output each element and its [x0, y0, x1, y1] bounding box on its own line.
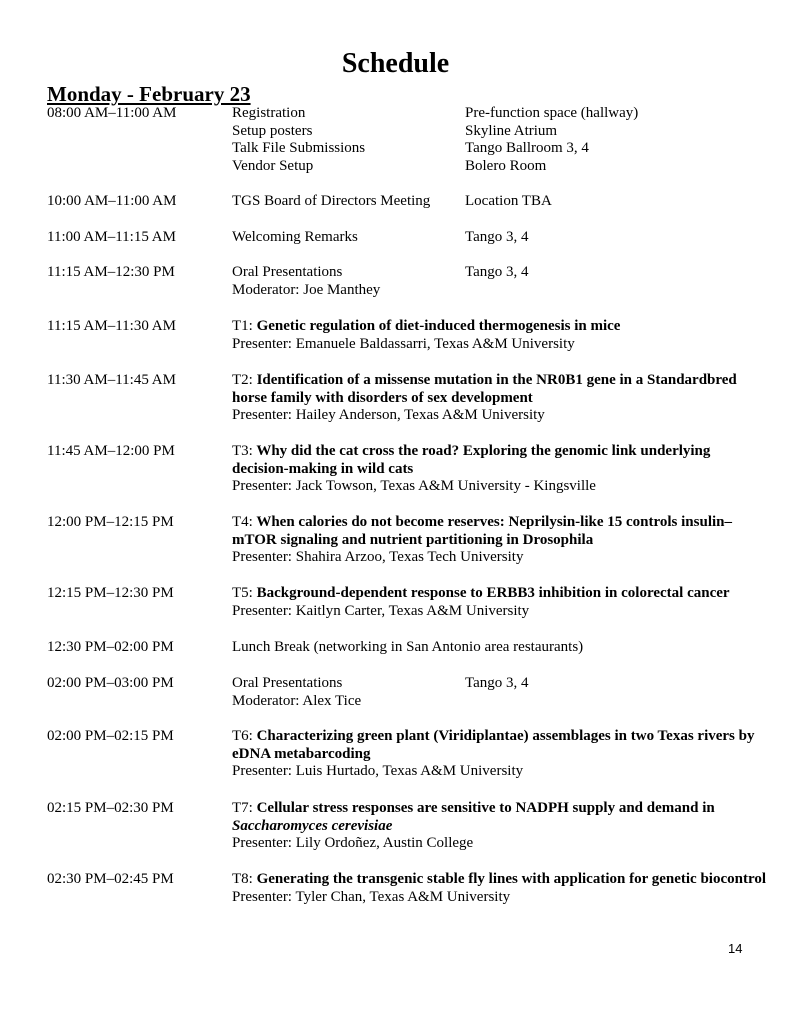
- talk-number: T7:: [232, 800, 253, 816]
- talk-title: T2: Identification of a missense mutation in the NR0B1 gene in a Standardbred horse family with disorders of sex development: [232, 372, 737, 406]
- talk-number: T2:: [232, 372, 253, 388]
- entry-time: 11:00 AM–11:15 AM: [47, 229, 176, 245]
- entry-time: 10:00 AM–11:00 AM: [47, 193, 177, 209]
- entry-time: 02:30 PM–02:45 PM: [47, 871, 174, 887]
- page-title: Schedule: [341, 48, 450, 79]
- talk-number: T3:: [232, 443, 253, 459]
- presenter: Presenter: Tyler Chan, Texas A&M University: [232, 888, 511, 905]
- entry-events: [232, 105, 464, 175]
- talk-title: T1: Genetic regulation of diet-induced thermogenesis in mice: [232, 318, 621, 334]
- presenter: Presenter: Hailey Anderson, Texas A&M University: [232, 407, 545, 423]
- presenter: Presenter: Emanuele Baldassarri, Texas A&M University: [232, 335, 575, 352]
- location-label: Tango 3, 4: [465, 229, 529, 245]
- talk-title: T5: Background-dependent response to ERBB3 inhibition in colorectal cancer: [232, 585, 730, 601]
- talk-title-species: Saccharomyces cerevisiae: [232, 817, 393, 834]
- location-label: Location TBA: [465, 193, 552, 209]
- talk-number: T5:: [232, 585, 253, 601]
- event-label: Oral Presentations: [232, 264, 343, 280]
- entry-time: 02:00 PM–03:00 PM: [47, 675, 174, 691]
- event-label: TGS Board of Directors Meeting: [232, 193, 431, 209]
- presenter: Presenter: Shahira Arzoo, Texas Tech University: [232, 549, 524, 565]
- entry-time: 08:00 AM–11:00 AM: [47, 105, 177, 121]
- entry-time: 12:15 PM–12:30 PM: [47, 585, 174, 601]
- presenter: Presenter: Jack Towson, Texas A&M University - Kingsville: [232, 478, 596, 494]
- location-label: Tango 3, 4: [465, 264, 529, 280]
- talk-title: T4: When calories do not become reserves: Neprilysin-like 15 controls insulin–mTOR signaling and nutrient partitioning in Drosophila: [232, 514, 732, 548]
- entry-time: 12:30 PM–02:00 PM: [47, 639, 174, 655]
- location-label: Pre-function space (hallway): [465, 105, 639, 121]
- presenter: Presenter: Kaitlyn Carter, Texas A&M University: [232, 602, 530, 619]
- event-label: Oral Presentations: [232, 675, 343, 691]
- event-label: Welcoming Remarks: [232, 229, 358, 245]
- talk-title: T6: Characterizing green plant (Viridiplantae) assemblages in two Texas rivers by eDNA metabarcoding: [232, 728, 755, 762]
- day-heading: Monday - February 23: [47, 82, 251, 106]
- entry-time: 11:30 AM–11:45 AM: [47, 372, 176, 388]
- event-label: Talk File Submissions: [232, 140, 366, 156]
- talk-title: T7: Cellular stress responses are sensitive to NADPH supply and demand in: [232, 800, 715, 816]
- entry-locations: [465, 105, 765, 175]
- entry-time: 02:15 PM–02:30 PM: [47, 800, 174, 816]
- entry-time: 11:15 AM–11:30 AM: [47, 318, 176, 334]
- location-label: Tango Ballroom 3, 4: [465, 140, 589, 156]
- event-label: Setup posters: [232, 122, 313, 139]
- entry-time: 11:15 AM–12:30 PM: [47, 264, 175, 280]
- presenter: Presenter: Lily Ordoñez, Austin College: [232, 835, 474, 851]
- talk-number: T1:: [232, 318, 253, 334]
- location-label: Tango 3, 4: [465, 675, 529, 691]
- moderator-label: Moderator: Alex Tice: [232, 692, 362, 709]
- page-number: 14: [728, 941, 743, 956]
- talk-title: T8: Generating the transgenic stable fly lines with application for genetic biocontrol: [232, 871, 767, 887]
- entry-time: 02:00 PM–02:15 PM: [47, 728, 174, 744]
- location-label: Bolero Room: [465, 157, 547, 174]
- talk-number: T8:: [232, 871, 253, 887]
- event-label: Vendor Setup: [232, 157, 314, 174]
- talk-number: T4:: [232, 514, 253, 530]
- presenter: Presenter: Luis Hurtado, Texas A&M University: [232, 763, 524, 779]
- entry-time: 12:00 PM–12:15 PM: [47, 514, 174, 530]
- talk-title: T3: Why did the cat cross the road? Exploring the genomic link underlying decision-making in wild cats: [232, 443, 711, 477]
- moderator-label: Moderator: Joe Manthey: [232, 281, 381, 298]
- location-label: Skyline Atrium: [465, 122, 558, 139]
- talk-number: T6:: [232, 728, 253, 744]
- event-label: Lunch Break (networking in San Antonio area restaurants): [232, 639, 584, 655]
- event-label: Registration: [232, 105, 306, 121]
- entry-time: 11:45 AM–12:00 PM: [47, 443, 175, 459]
